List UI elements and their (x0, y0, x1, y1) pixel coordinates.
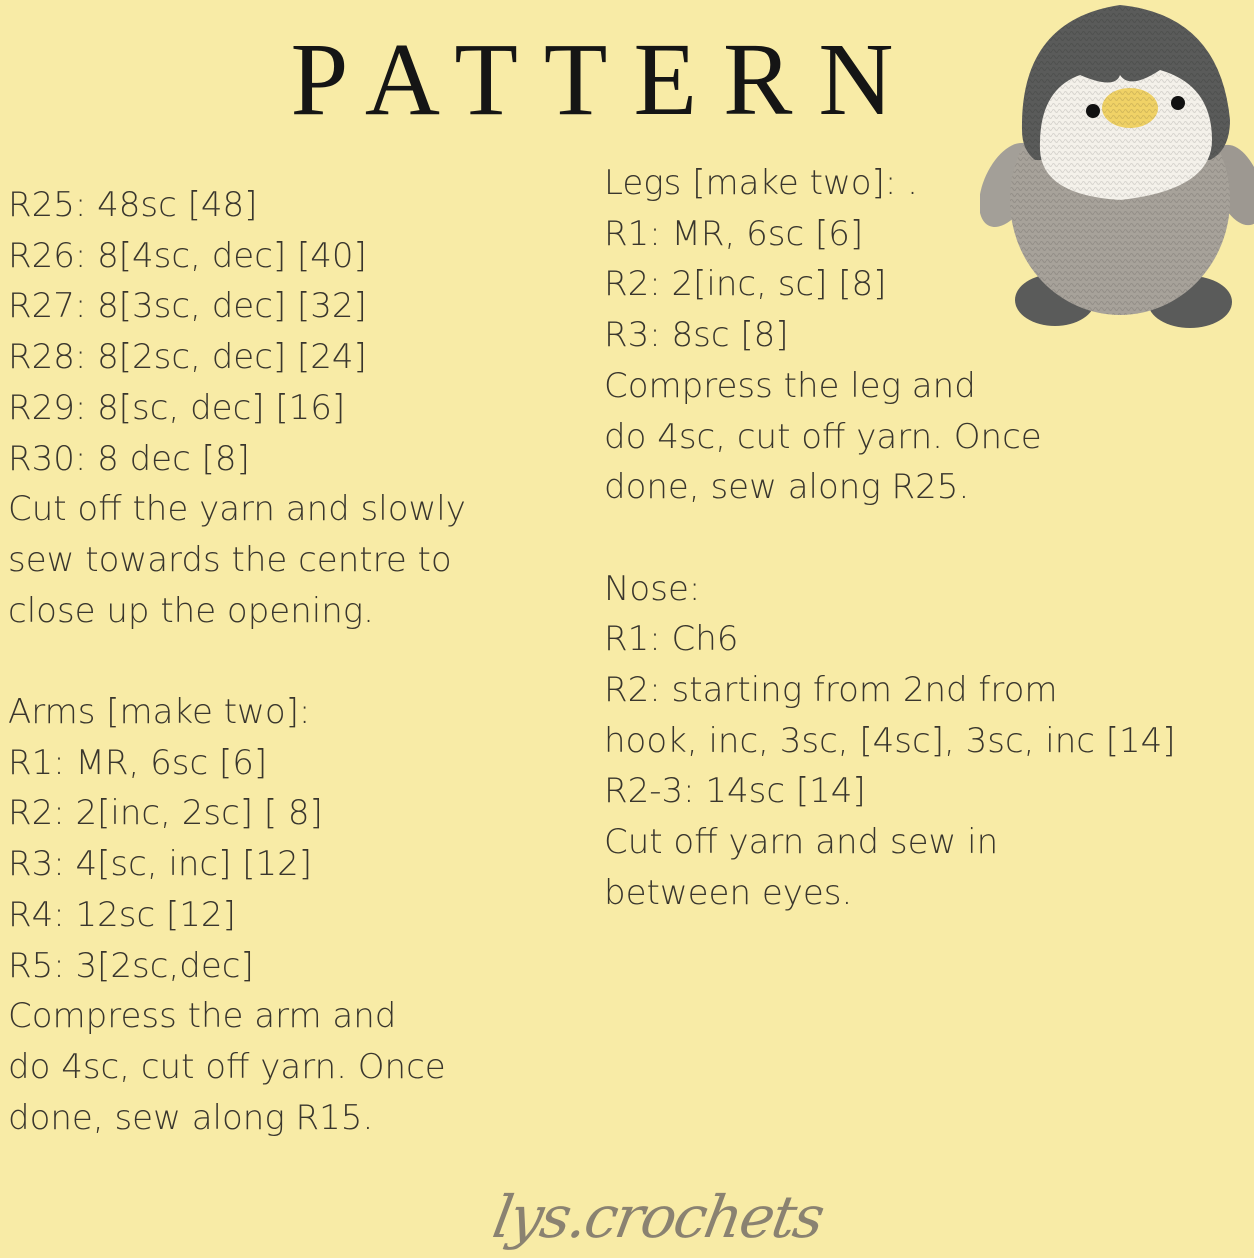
right-column (604, 158, 1204, 919)
page-title: PATTERN (290, 22, 920, 137)
instruction-line: Compress the arm and (8, 996, 397, 1037)
signature-watermark (480, 1175, 828, 1258)
instruction-line: R1: Ch6 (604, 619, 739, 660)
instruction-line: R1: MR, 6sc [6] (604, 213, 864, 254)
instruction-line: do 4sc, cut off yarn. Once (8, 1046, 446, 1087)
instruction-line: R5: 3[2sc,dec] (8, 945, 254, 986)
instruction-line: R26: 8[4sc, dec] [40] (8, 235, 367, 276)
instruction-line: R25: 48sc [48] (8, 185, 258, 225)
instruction-line: R3: 4[sc, inc] [12] (8, 844, 312, 885)
instruction-line: Cut off the yarn and slowly (8, 489, 466, 530)
instruction-line: R1: MR, 6sc [6] (8, 742, 268, 783)
instruction-line: R28: 8[2sc, dec] [24] (8, 337, 367, 378)
instruction-line: R2: 2[inc, sc] [8] (604, 264, 887, 305)
left-column (8, 180, 568, 1143)
instruction-line: R2: 2[inc, 2sc] [ 8] (8, 793, 323, 834)
instruction-line: between eyes. (604, 872, 853, 913)
instruction-line: R30: 8 dec [8] (8, 438, 250, 479)
instruction-line: done, sew along R15. (8, 1097, 374, 1138)
instruction-line: R2: starting from 2nd from (604, 670, 1058, 711)
instruction-line: R29: 8[sc, dec] [16] (8, 387, 346, 428)
instruction-line: hook, inc, 3sc, [4sc], 3sc, inc [14] (604, 720, 1176, 761)
section-heading-arms: Arms [make two]: (8, 692, 311, 733)
instruction-line: R2-3: 14sc [14] (604, 771, 866, 812)
section-heading-legs: Legs [make two]: . (604, 163, 918, 203)
instruction-line: R27: 8[3sc, dec] [32] (8, 286, 367, 327)
instruction-line: R3: 8sc [8] (604, 315, 789, 356)
signature-text: lys.crochets (488, 1183, 828, 1251)
instruction-line: close up the opening. (8, 590, 374, 631)
instruction-line: R4: 12sc [12] (8, 894, 236, 935)
instruction-line: done, sew along R25. (604, 467, 970, 508)
instruction-line: Compress the leg and (604, 365, 976, 406)
instruction-line: sew towards the centre to (8, 539, 452, 580)
section-heading-nose: Nose: (604, 568, 701, 609)
instruction-line: Cut off yarn and sew in (604, 822, 999, 863)
instruction-line: do 4sc, cut off yarn. Once (604, 416, 1042, 457)
